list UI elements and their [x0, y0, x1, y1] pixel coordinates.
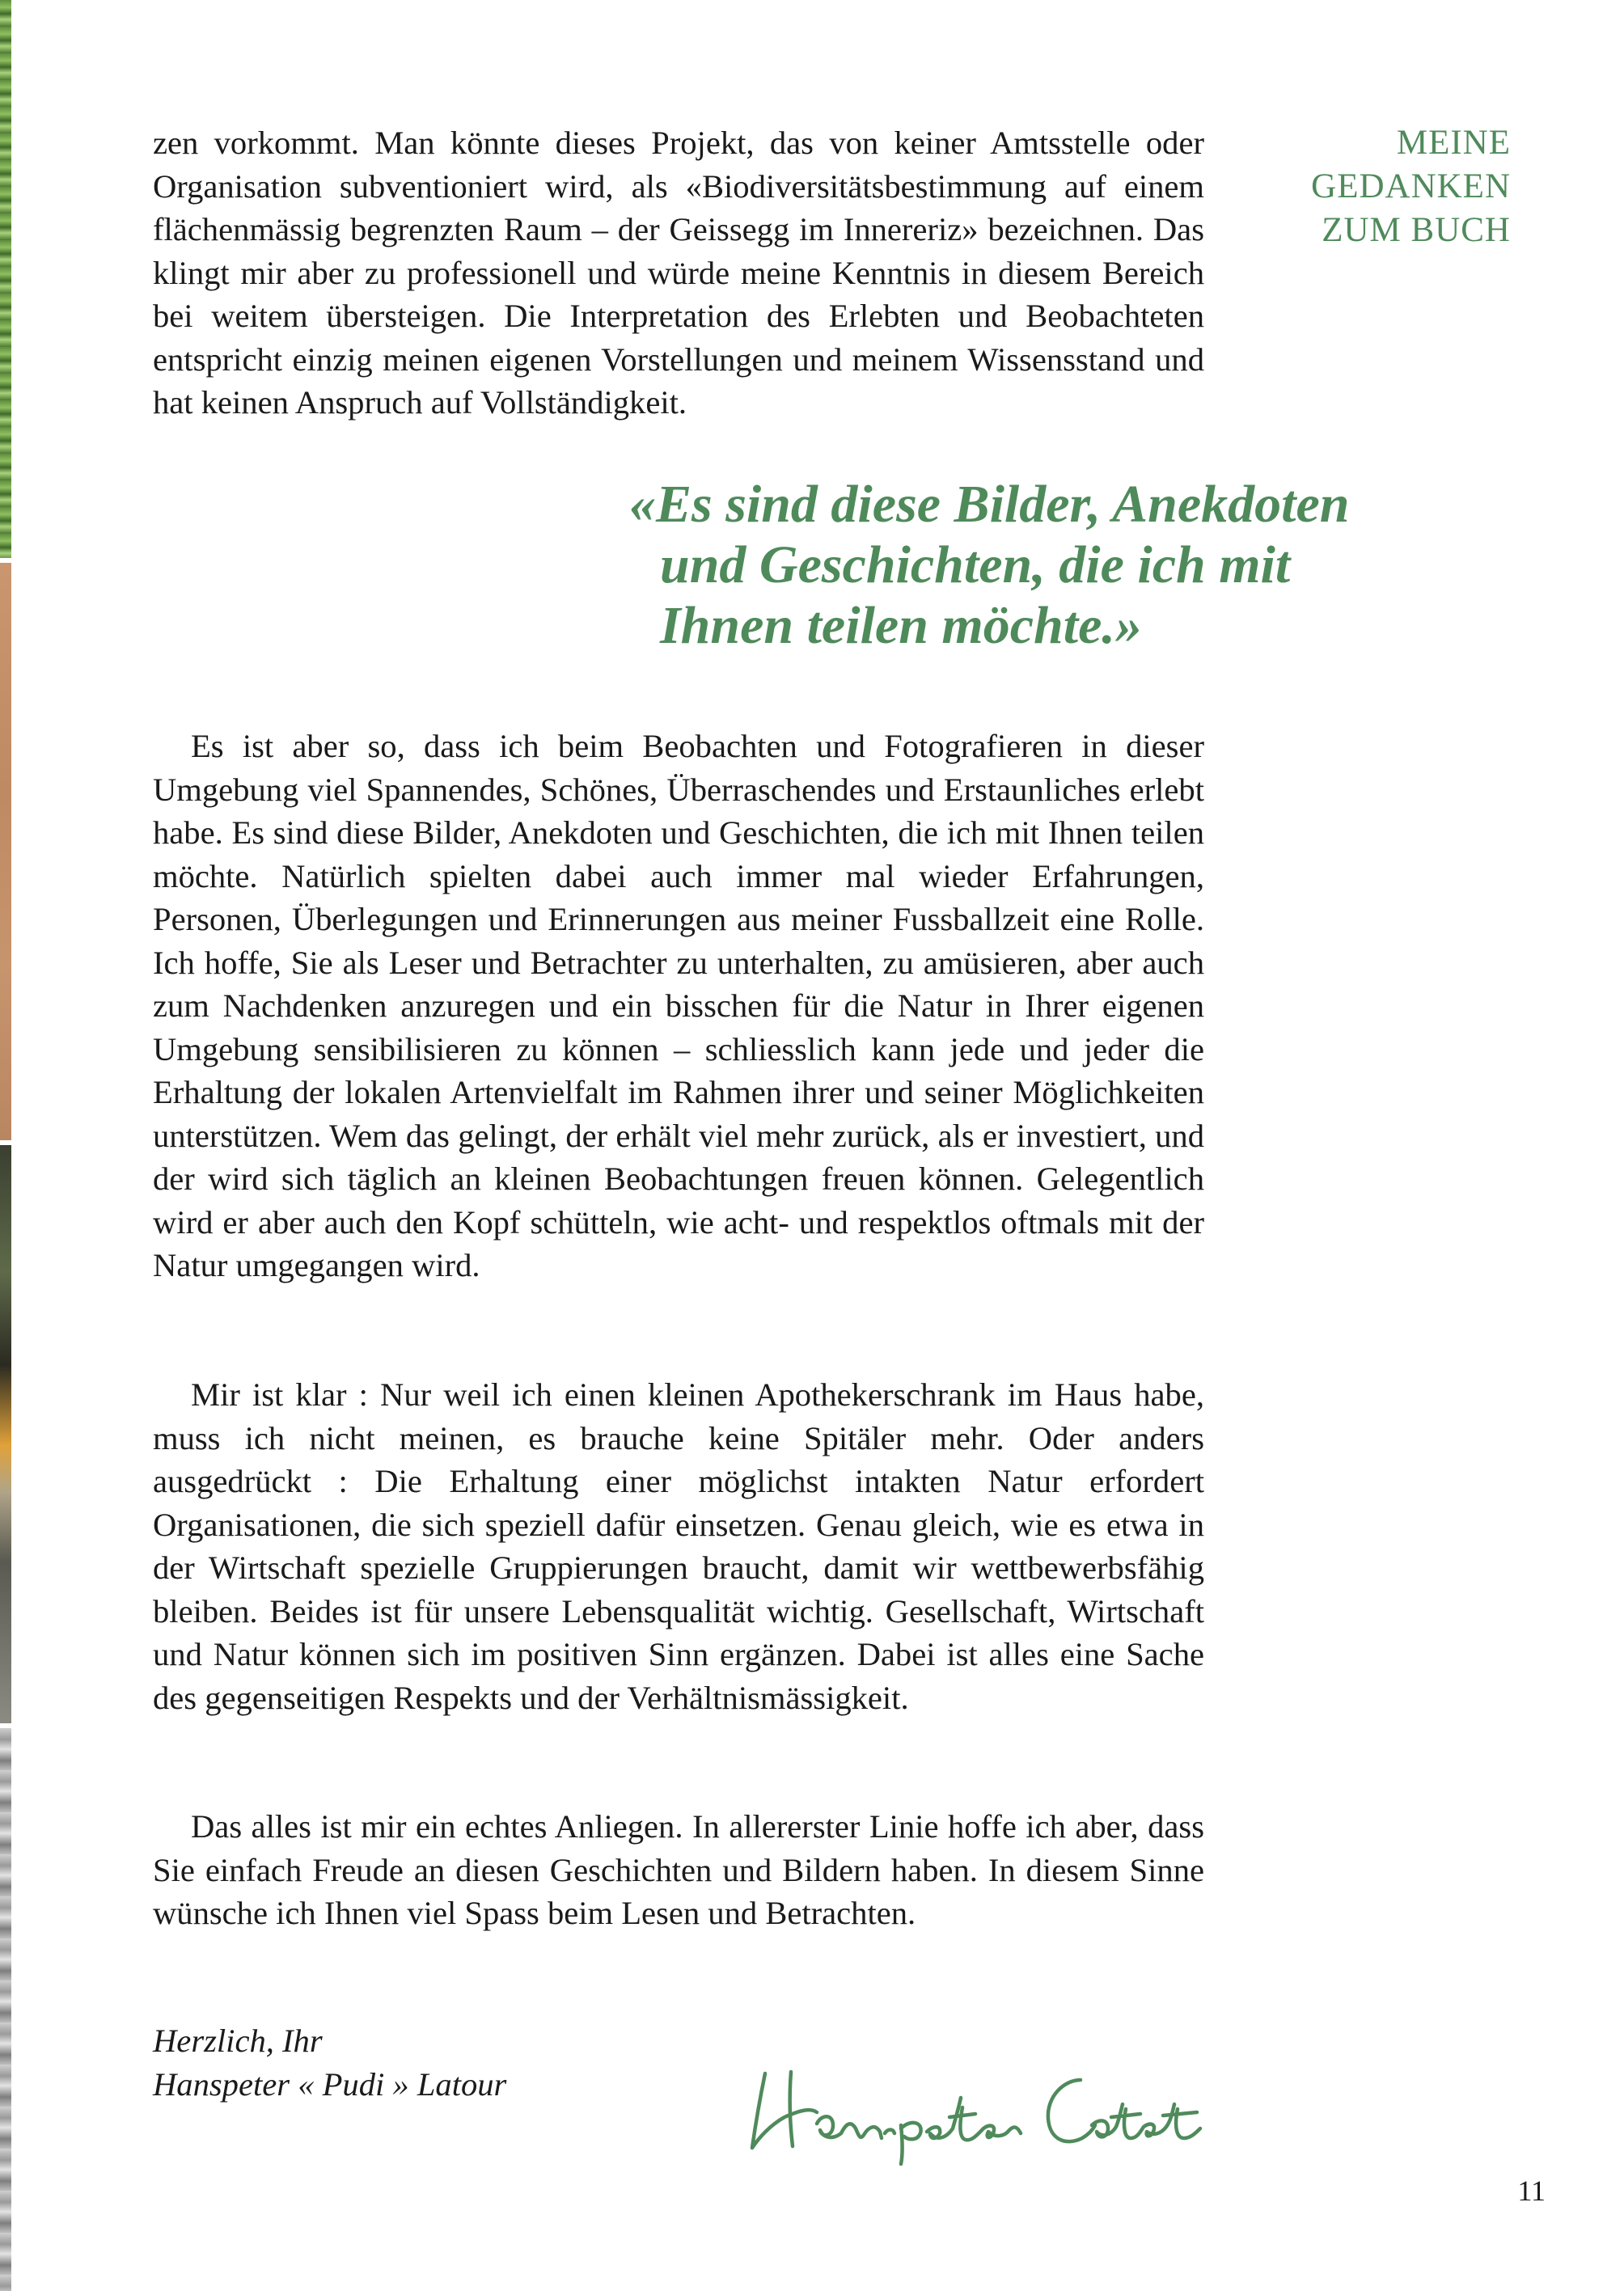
body-paragraph-4 — [153, 1805, 1204, 1935]
paragraph-text: Mir ist klar : Nur weil ich einen kleinen Apothekerschrank im Haus habe, muss ich nicht meinen, es brauche keine Spitäler mehr. Oder anders ausgedrückt : Die Erhaltung einer möglichst intakten Natur erfordert Organisationen, die sich speziell dafür einsetzen. Genau gleich, wie es etwa in der Wirtschaft spezielle Gruppierungen braucht, damit wir wettbewerbsfähig bleiben. Beides ist für unsere Lebensqualität wichtig. Gesellschaft, Wirtschaft und Natur können sich im positiven Sinn ergänzen. Dabei ist alles eine Sache des gegenseitigen Respekts und der Verhältnismässigkeit. — [153, 1376, 1204, 1716]
pull-quote-line: und Geschichten, die ich mit — [660, 535, 1291, 594]
grass-photo — [0, 0, 11, 558]
edge-photo-strip — [0, 0, 11, 2291]
pull-quote-line: Ihnen teilen möchte.» — [660, 596, 1142, 655]
paragraph-text: Es ist aber so, dass ich beim Beobachten und Fotografieren in dieser Umgebung viel Spannendes, Schönes, Überraschendes und Erstaunliches erlebt habe. Es sind diese Bilder, Anekdoten und Geschichten, die ich mit Ihnen teilen möchte. Natürlich spielten dabei auch immer mal wieder Erfahrungen, Personen, Überlegungen und Erinnerungen aus meiner Fussballzeit eine Rolle. Ich hoffe, Sie als Leser und Betrachter zu unterhalten, zu amüsieren, aber auch zum Nachdenken anzuregen und ein bisschen für die Natur in Ihrer eigenen Umgebung sensibilisieren zu können – schliesslich kann jede und jeder die Erhaltung der lokalen Artenvielfalt im Rahmen ihrer und seiner Möglichkeiten unterstützen. Wem das gelingt, der erhält viel mehr zurück, als er investiert, und der wird sich täglich an kleinen Beobachtungen freuen können. Gelegentlich wird er aber auch den Kopf schütteln, wie acht- und respektlos oftmals mit der Natur umgegangen wird. — [153, 728, 1204, 1283]
author-name: Hanspeter « Pudi » Latour — [153, 2065, 507, 2103]
body-paragraph-2 — [153, 725, 1204, 1287]
section-heading-line: GEDANKEN — [1311, 167, 1511, 205]
section-heading-line: ZUM BUCH — [1322, 211, 1511, 249]
handwritten-signature — [742, 2061, 1212, 2166]
pull-quote-line: «Es sind diese Bilder, Anekdoten — [629, 475, 1350, 534]
section-heading-line: MEINE — [1396, 124, 1511, 162]
page-number: 11 — [1517, 2175, 1546, 2207]
pull-quote — [629, 474, 1349, 656]
insect-photo — [0, 1145, 11, 1723]
body-paragraph-3 — [153, 1373, 1204, 1719]
paragraph-text: zen vorkommt. Man könnte dieses Projekt, das von keiner Amtsstelle oder Organisation subventioniert wird, als «Biodiversitätsbestimmung auf einem flächenmässig begrenzten Raum – der Geissegg im Innereriz» bezeichnen. Das klingt mir aber zu professionell und würde meine Kenntnis in diesem Bereich bei weitem übersteigen. Die Interpretation des Erlebten und Beobachteten entspricht einzig meinen eigenen Vorstellungen und meinem Wissensstand und hat keinen Anspruch auf Vollständigkeit. — [153, 125, 1204, 421]
sand-photo — [0, 563, 11, 1140]
closing-line: Herzlich, Ihr — [153, 2023, 323, 2059]
section-heading — [1311, 121, 1511, 252]
paragraph-text: Das alles ist mir ein echtes Anliegen. In allererster Linie hoffe ich aber, dass Sie einfach Freude an diesen Geschichten und Bildern haben. In diesem Sinne wünsche ich Ihnen viel Spass beim Lesen und Betrachten. — [153, 1808, 1204, 1931]
closing-salutation — [153, 2019, 506, 2106]
body-paragraph-1 — [153, 121, 1204, 425]
stone-photo — [0, 1728, 11, 2291]
